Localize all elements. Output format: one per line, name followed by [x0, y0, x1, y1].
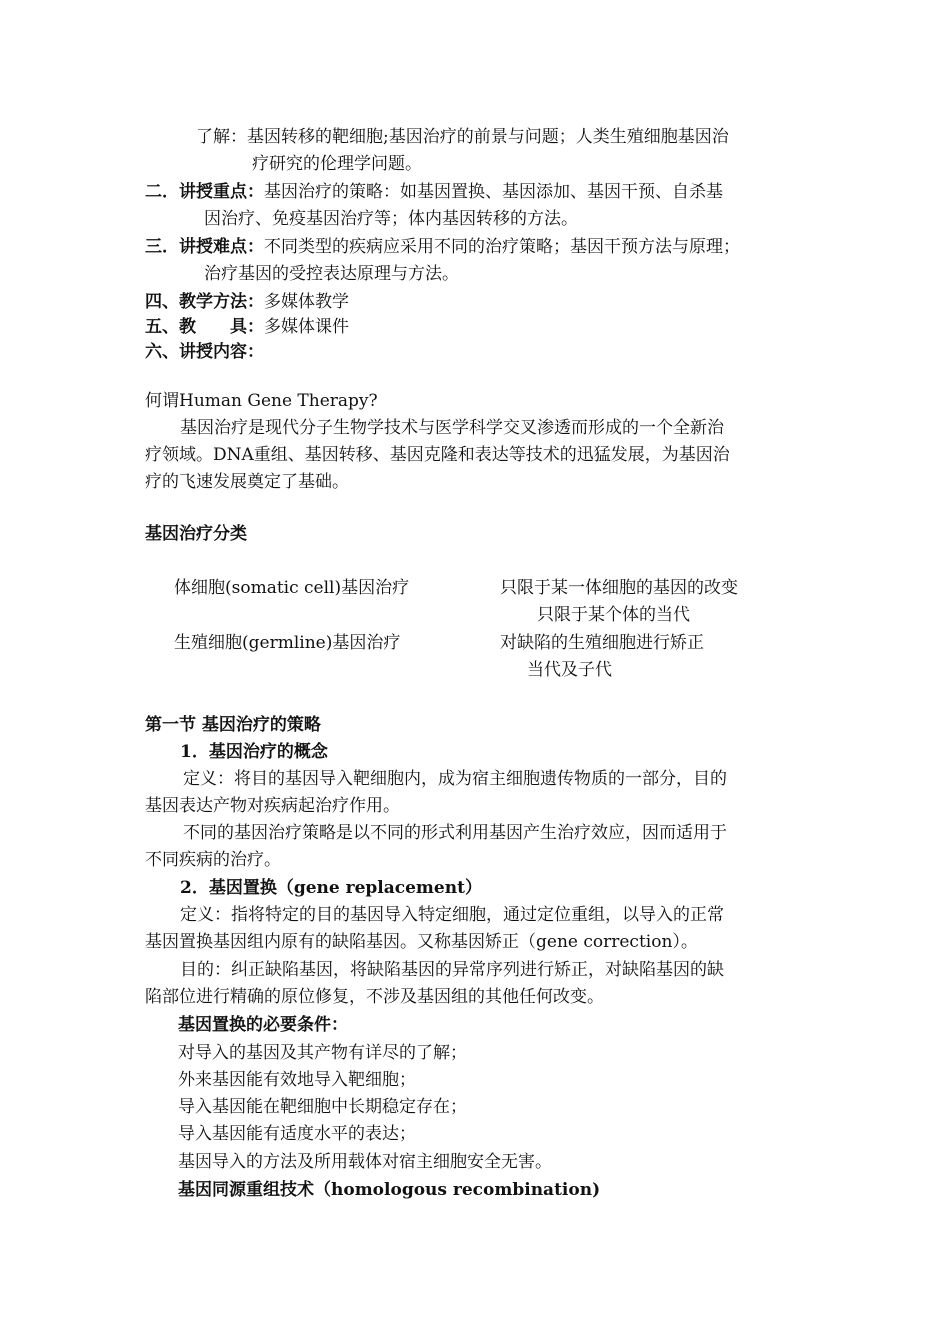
- intro-paragraph-line-3: 疗的飞速发展奠定了基础。: [145, 472, 349, 492]
- method-text: 多媒体教学: [264, 292, 349, 312]
- concept-para-line-2: 不同疾病的治疗。: [145, 850, 281, 870]
- classification-heading: 基因治疗分类: [145, 524, 247, 544]
- intro-paragraph-line-2: 疗领域。DNA重组、基因转移、基因克隆和表达等技术的迅猛发展，为基因治: [145, 445, 730, 465]
- key-points-text: 基因治疗的策略：如基因置换、基因添加、基因干预、自杀基: [264, 182, 723, 202]
- key-points-line-2: 因治疗、免疫基因治疗等；体内基因转移的方法。: [204, 209, 578, 229]
- condition-item-4: 导入基因能有适度水平的表达；: [178, 1124, 416, 1144]
- difficulties-line-1: [145, 235, 740, 259]
- difficulties-text: 不同类型的疾病应采用不同的治疗策略；基因干预方法与原理；: [264, 237, 740, 257]
- content-label: 六、讲授内容：: [145, 342, 264, 362]
- concept-para-line-1: 不同的基因治疗策略是以不同的形式利用基因产生治疗效应，因而适用于: [183, 823, 727, 843]
- section1-heading: 第一节 基因治疗的策略: [145, 715, 321, 735]
- somatic-label: 体细胞(somatic cell)基因治疗: [174, 578, 410, 598]
- key-points-line-1: [145, 180, 723, 204]
- replacement-def-line-2: 基因置换基因组内原有的缺陷基因。又称基因矫正（gene correction）。: [145, 932, 698, 952]
- condition-item-1: 对导入的基因及其产物有详尽的了解；: [178, 1043, 467, 1063]
- homologous-recombination-heading: 基因同源重组技术（homologous recombination): [178, 1180, 601, 1200]
- conditions-heading: 基因置换的必要条件：: [178, 1015, 348, 1035]
- somatic-desc-1: 只限于某一体细胞的基因的改变: [500, 578, 738, 598]
- germline-label: 生殖细胞(germline)基因治疗: [174, 633, 401, 653]
- concept-def-line-2: 基因表达产物对疾病起治疗作用。: [145, 796, 400, 816]
- condition-item-3: 导入基因能在靶细胞中长期稳定存在；: [178, 1097, 467, 1117]
- objective-understand-line-1: 了解：基因转移的靶细胞;基因治疗的前景与问题；人类生殖细胞基因治: [196, 127, 729, 147]
- intro-heading: 何谓Human Gene Therapy?: [145, 391, 378, 411]
- germline-desc-1: 对缺陷的生殖细胞进行矫正: [500, 633, 704, 653]
- difficulties-line-2: 治疗基因的受控表达原理与方法。: [204, 264, 459, 284]
- condition-item-2: 外来基因能有效地导入靶细胞；: [178, 1070, 416, 1090]
- condition-item-5: 基因导入的方法及所用载体对宿主细胞安全无害。: [178, 1152, 552, 1172]
- difficulties-label: 三．讲授难点：: [145, 237, 264, 257]
- intro-paragraph-line-1: 基因治疗是现代分子生物学技术与医学科学交叉渗透而形成的一个全新治: [180, 418, 724, 438]
- concept-heading: 1．基因治疗的概念: [180, 742, 328, 762]
- replacement-goal-line-2: 陷部位进行精确的原位修复，不涉及基因组的其他任何改变。: [145, 987, 604, 1007]
- somatic-desc-2: 只限于某个体的当代: [537, 605, 690, 625]
- key-points-label: 二．讲授重点：: [145, 182, 264, 202]
- objective-understand-line-2: 疗研究的伦理学问题。: [252, 154, 422, 174]
- tools-line: [145, 315, 349, 339]
- tools-text: 多媒体课件: [264, 317, 349, 337]
- replacement-goal-line-1: 目的：纠正缺陷基因，将缺陷基因的异常序列进行矫正，对缺陷基因的缺: [180, 960, 724, 980]
- tools-label: 五、教 具：: [145, 317, 264, 337]
- method-line: [145, 290, 349, 314]
- replacement-heading: 2．基因置换（gene replacement）: [180, 878, 482, 898]
- replacement-def-line-1: 定义：指将特定的目的基因导入特定细胞，通过定位重组，以导入的正常: [180, 905, 724, 925]
- germline-desc-2: 当代及子代: [527, 660, 612, 680]
- method-label: 四、教学方法：: [145, 292, 264, 312]
- concept-def-line-1: 定义：将目的基因导入靶细胞内，成为宿主细胞遗传物质的一部分，目的: [183, 769, 727, 789]
